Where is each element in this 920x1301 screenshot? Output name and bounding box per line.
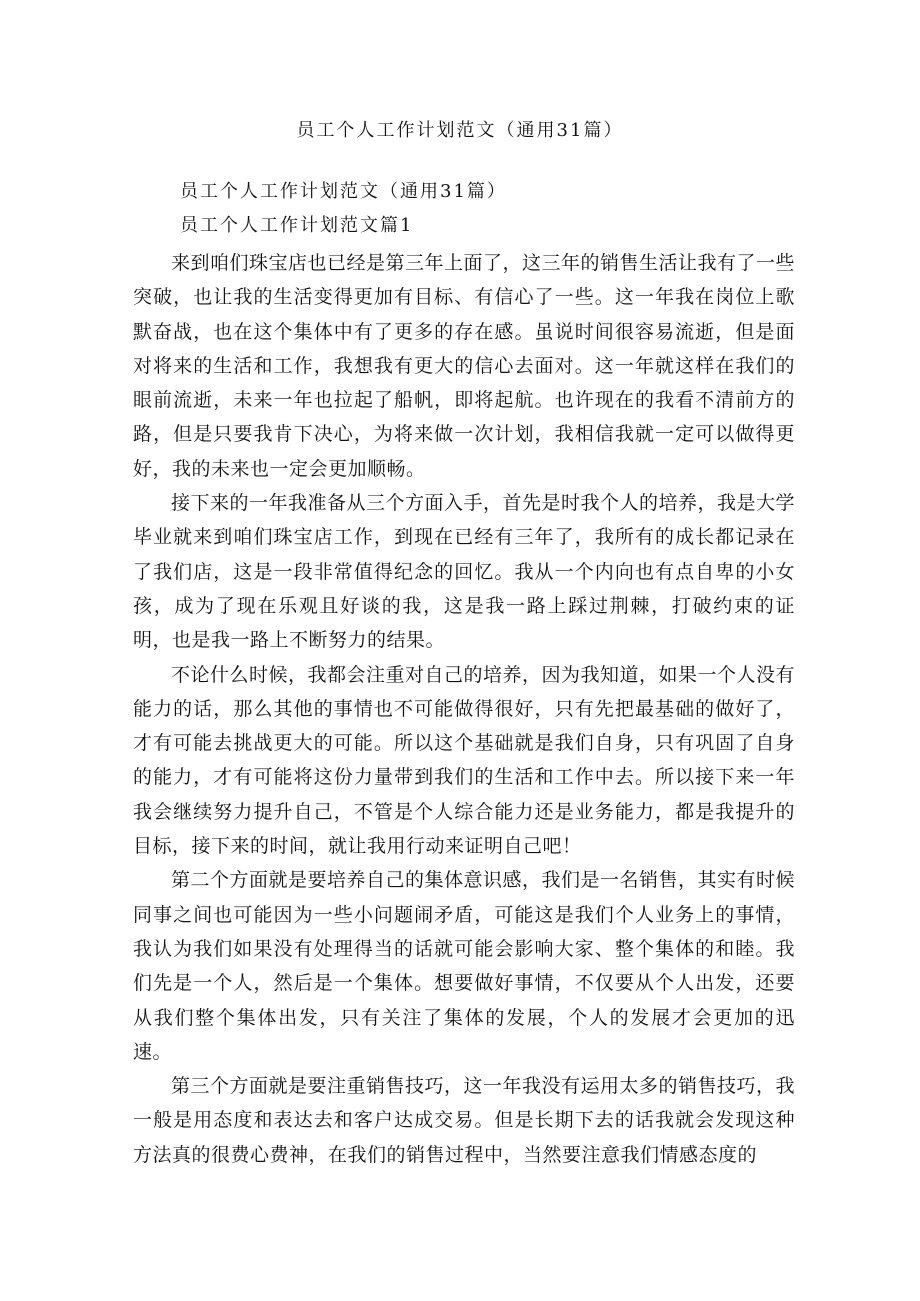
paragraph: 第二个方面就是要培养自己的集体意识感，我们是一名销售，其实有时候同事之间也可能因为一些小问题闹矛盾，可能这是我们个人业务上的事情，我认为我们如果没有处理得当的话就可能会影响大家、整个集体的和睦。我们先是一个人，然后是一个集体。想要做好事情，不仅要从个人出发，还要从我们整个集体出发，只有关注了集体的发展，个人的发展才会更加的迅速。 [133, 869, 796, 1063]
body-text [133, 246, 795, 1172]
section-title: 员工个人工作计划范文篇1 [180, 215, 414, 236]
document-title: 员工个人工作计划范文（通用31篇） [296, 120, 624, 141]
paragraph: 不论什么时候，我都会注重对自己的培养，因为我知道，如果一个人没有能力的话，那么其他的事情也不可能做得很好，只有先把最基础的做好了，才有可能去挑战更大的可能。所以这个基础就是我们自身，只有巩固了自身的能力，才有可能将这份力量带到我们的生活和工作中去。所以接下来一年我会继续努力提升自己，不管是个人综合能力还是业务能力，都是我提升的目标，接下来的时间，就让我用行动来证明自己吧！ [133, 663, 796, 858]
document-subtitle: 员工个人工作计划范文（通用31篇） [180, 181, 507, 202]
paragraph: 来到咱们珠宝店也已经是第三年上面了，这三年的销售生活让我有了一些突破，也让我的生活变得更加有目标、有信心了一些。这一年我在岗位上歌默奋战，也在这个集体中有了更多的存在感。虽说时间很容易流逝，但是面对将来的生活和工作，我想我有更大的信心去面对。这一年就这样在我们的眼前流逝，未来一年也拉起了船帆，即将起航。也许现在的我看不清前方的路，但是只要我肯下决心，为将来做一次计划，我相信我就一定可以做得更好，我的未来也一定会更加顺畅。 [133, 252, 796, 480]
paragraph: 接下来的一年我准备从三个方面入手，首先是时我个人的培养，我是大学毕业就来到咱们珠宝店工作，到现在已经有三年了，我所有的成长都记录在了我们店，这是一段非常值得纪念的回忆。我从一个内向也有点自卑的小女孩，成为了现在乐观且好谈的我，这是我一路上踩过荆棘，打破约束的证明，也是我一路上不断努力的结果。 [133, 492, 796, 652]
paragraph: 第三个方面就是要注重销售技巧，这一年我没有运用太多的销售技巧，我一般是用态度和表达去和客户达成交易。但是长期下去的话我就会发现这种方法真的很费心费神，在我们的销售过程中，当然要注意我们情感态度的 [133, 1075, 796, 1166]
